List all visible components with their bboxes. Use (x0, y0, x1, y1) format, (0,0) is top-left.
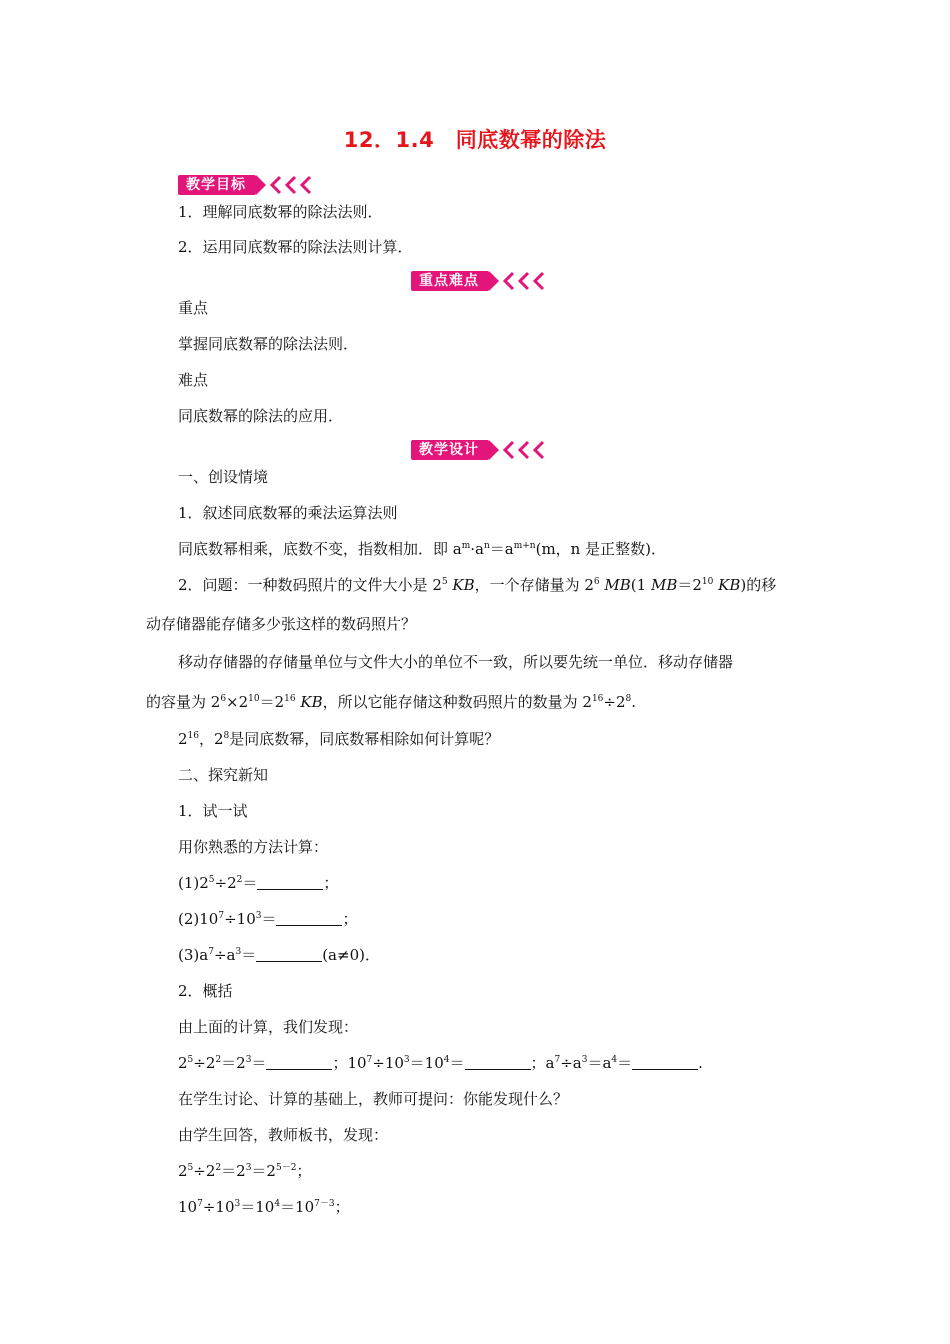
text: (m，n 是正整数)． (535, 540, 666, 558)
chevron-left-icon (299, 175, 313, 195)
exponent: 3 (245, 1055, 252, 1065)
text: ＝ (261, 910, 277, 928)
chevron-left-icon (517, 440, 531, 460)
text: 10 (178, 1198, 198, 1216)
text: . (698, 1054, 703, 1072)
exercise-1 (178, 873, 338, 893)
section-badge-design (411, 439, 546, 461)
exponent: m+n (513, 541, 536, 551)
text: 同底数幂相乘，底数不变，指数相加．即 a (178, 540, 462, 558)
text: ＝ (242, 874, 258, 892)
text: . (631, 693, 637, 711)
text: ÷10 (372, 1054, 404, 1072)
answer-blank[interactable] (465, 1055, 531, 1070)
exponent: 6 (220, 694, 227, 704)
exponent: 4 (274, 1199, 281, 1209)
exponent: 5 (187, 1163, 194, 1173)
section-badge-goals (178, 174, 313, 196)
text: ＝2 (259, 693, 285, 711)
exponent: 4 (611, 1055, 618, 1065)
exponent: 7 (554, 1055, 561, 1065)
exponent: 6 (593, 577, 600, 587)
text: ＝ (251, 1054, 267, 1072)
exponent: 7 (208, 947, 214, 957)
exponent: 3 (245, 1163, 252, 1173)
exponent: 16 (591, 694, 604, 704)
multiplication-rule (178, 539, 666, 559)
problem-line-1 (178, 575, 776, 595)
exponent: 7 (366, 1055, 373, 1065)
text: ； (323, 874, 339, 892)
exponent: 5 (441, 577, 448, 587)
exponent: n (483, 541, 490, 551)
text: ，一个存储量为 2 (474, 576, 594, 594)
text: (2)10 (178, 910, 219, 928)
exponent: 2 (215, 1163, 222, 1173)
exponent: 3 (255, 911, 262, 921)
exponent: 5 (187, 1055, 194, 1065)
exponent: 7 (218, 911, 225, 921)
chevron-left-icon (502, 271, 516, 291)
exponent: 5 (208, 875, 215, 885)
exponent: 3 (403, 1055, 410, 1065)
goal-item-2: 2．运用同底数幂的除法法则计算． (178, 238, 413, 256)
text: ； (296, 1162, 312, 1180)
page-title: 12．1.4 同底数幂的除法 (343, 128, 607, 152)
chevron-left-icon (517, 271, 531, 291)
answer-blank[interactable] (632, 1055, 698, 1070)
text: ÷2 (193, 1054, 216, 1072)
unit: MB (650, 576, 678, 594)
text: (a≠0)． (322, 946, 380, 964)
text: 2．问题：一种数码照片的文件大小是 2 (178, 576, 442, 594)
key-text: 掌握同底数幂的除法法则． (178, 335, 359, 353)
exponent: m (461, 541, 471, 551)
text: ÷10 (224, 910, 256, 928)
text: ÷a (560, 1054, 582, 1072)
problem-line-2: 动存储器能存储多少张这样的数码照片？ (146, 615, 417, 633)
try-heading: 1．试一试 (178, 802, 248, 820)
exponent: 4 (443, 1055, 450, 1065)
text: ＝2 (251, 1162, 276, 1180)
text: ＝2 (221, 1054, 246, 1072)
text: ；10 (332, 1054, 367, 1072)
text: ＝2 (221, 1162, 246, 1180)
heading-create-situation: 一、创设情境 (178, 468, 269, 486)
key-label: 重点 (178, 299, 209, 317)
exponent: 10 (248, 694, 260, 704)
text: ＝2 (677, 576, 702, 594)
answer-blank[interactable] (257, 875, 323, 890)
text: ＝10 (409, 1054, 444, 1072)
step-1: 1．叙述同底数幂的乘法运算法则 (178, 504, 398, 522)
exponent: 10 (701, 577, 714, 587)
exponent: 3 (581, 1055, 588, 1065)
text: ；a (530, 1054, 555, 1072)
text: ·a (470, 540, 484, 558)
difficulty-label: 难点 (178, 371, 209, 389)
exponent: 7 (197, 1199, 203, 1209)
text: (3)a (178, 946, 209, 964)
exercise-2 (178, 909, 358, 929)
exponent: 3 (235, 947, 242, 957)
paragraph-line-2 (146, 692, 636, 712)
exponent: 8 (223, 731, 230, 741)
difficulty-text: 同底数幂的除法的应用． (178, 407, 344, 425)
chevron-left-icon (532, 440, 546, 460)
text: (1 (630, 576, 651, 594)
generalize-text: 由上面的计算，我们发现： (178, 1018, 359, 1036)
chevron-decoration (501, 271, 546, 291)
chevron-left-icon (269, 175, 283, 195)
text: ＝ (241, 946, 257, 964)
heading-explore: 二、探究新知 (178, 766, 269, 784)
text: ÷10 (202, 1198, 235, 1216)
text: ÷2 (193, 1162, 216, 1180)
chevron-left-icon (532, 271, 546, 291)
text: ； (334, 1198, 350, 1216)
text: 2 (178, 730, 188, 748)
exponent: 5－2 (275, 1163, 297, 1173)
result-line-2 (178, 1197, 350, 1217)
exponent: 3 (234, 1199, 241, 1209)
chevron-left-icon (502, 440, 516, 460)
exponent: 16 (187, 731, 199, 741)
chevron-left-icon (284, 175, 298, 195)
chevron-decoration (501, 440, 546, 460)
unit: MB (599, 576, 631, 594)
unit: KB (713, 576, 741, 594)
paragraph-line-1: 移动存储器的存储量单位与文件大小的单位不一致，所以要先统一单位．移动存储器 (178, 653, 734, 671)
text: ÷2 (603, 693, 626, 711)
text: 的容量为 2 (146, 693, 221, 711)
exponent: 8 (625, 694, 632, 704)
discussion-line: 在学生讨论、计算的基础上，教师可提问：你能发现什么？ (178, 1090, 569, 1108)
text: ，2 (199, 730, 224, 748)
goal-item-1: 1．理解同底数幂的除法法则． (178, 203, 383, 221)
result-line-1 (178, 1161, 311, 1181)
text: ÷2 (214, 874, 237, 892)
text: 2 (178, 1162, 188, 1180)
question-line (178, 729, 499, 749)
exponent: 16 (284, 694, 296, 704)
findings-line (178, 1053, 703, 1073)
chevron-decoration (268, 175, 313, 195)
text: )的移 (740, 576, 777, 594)
exponent: 7－3 (314, 1199, 335, 1209)
answer-blank[interactable] (256, 947, 322, 962)
badge-label: 教学设计 (411, 440, 489, 460)
text: ＝ (617, 1054, 633, 1072)
text: (1)2 (178, 874, 209, 892)
generalize-heading: 2．概括 (178, 982, 233, 1000)
badge-label: 重点难点 (411, 271, 489, 291)
section-badge-key (411, 270, 546, 292)
text: 2 (178, 1054, 188, 1072)
answer-blank[interactable] (276, 911, 342, 926)
exercise-3 (178, 945, 380, 965)
exponent: 2 (215, 1055, 222, 1065)
unit: KB (447, 576, 475, 594)
text: ÷a (213, 946, 236, 964)
text: ＝ (449, 1054, 465, 1072)
answer-blank[interactable] (266, 1055, 332, 1070)
text: ＝10 (240, 1198, 275, 1216)
text: 是同底数幂，同底数幂相除如何计算呢？ (229, 730, 500, 748)
text: ＝a (489, 540, 514, 558)
try-text: 用你熟悉的方法计算： (178, 838, 329, 856)
text: ； (342, 910, 358, 928)
text: ＝10 (280, 1198, 315, 1216)
text: ，所以它能存储这种数码照片的数量为 2 (322, 693, 592, 711)
board-line: 由学生回答，教师板书，发现： (178, 1126, 389, 1144)
unit: KB (295, 693, 323, 711)
text: ×2 (226, 693, 249, 711)
exponent: 2 (236, 875, 243, 885)
text: ＝a (587, 1054, 612, 1072)
badge-label: 教学目标 (178, 175, 256, 195)
